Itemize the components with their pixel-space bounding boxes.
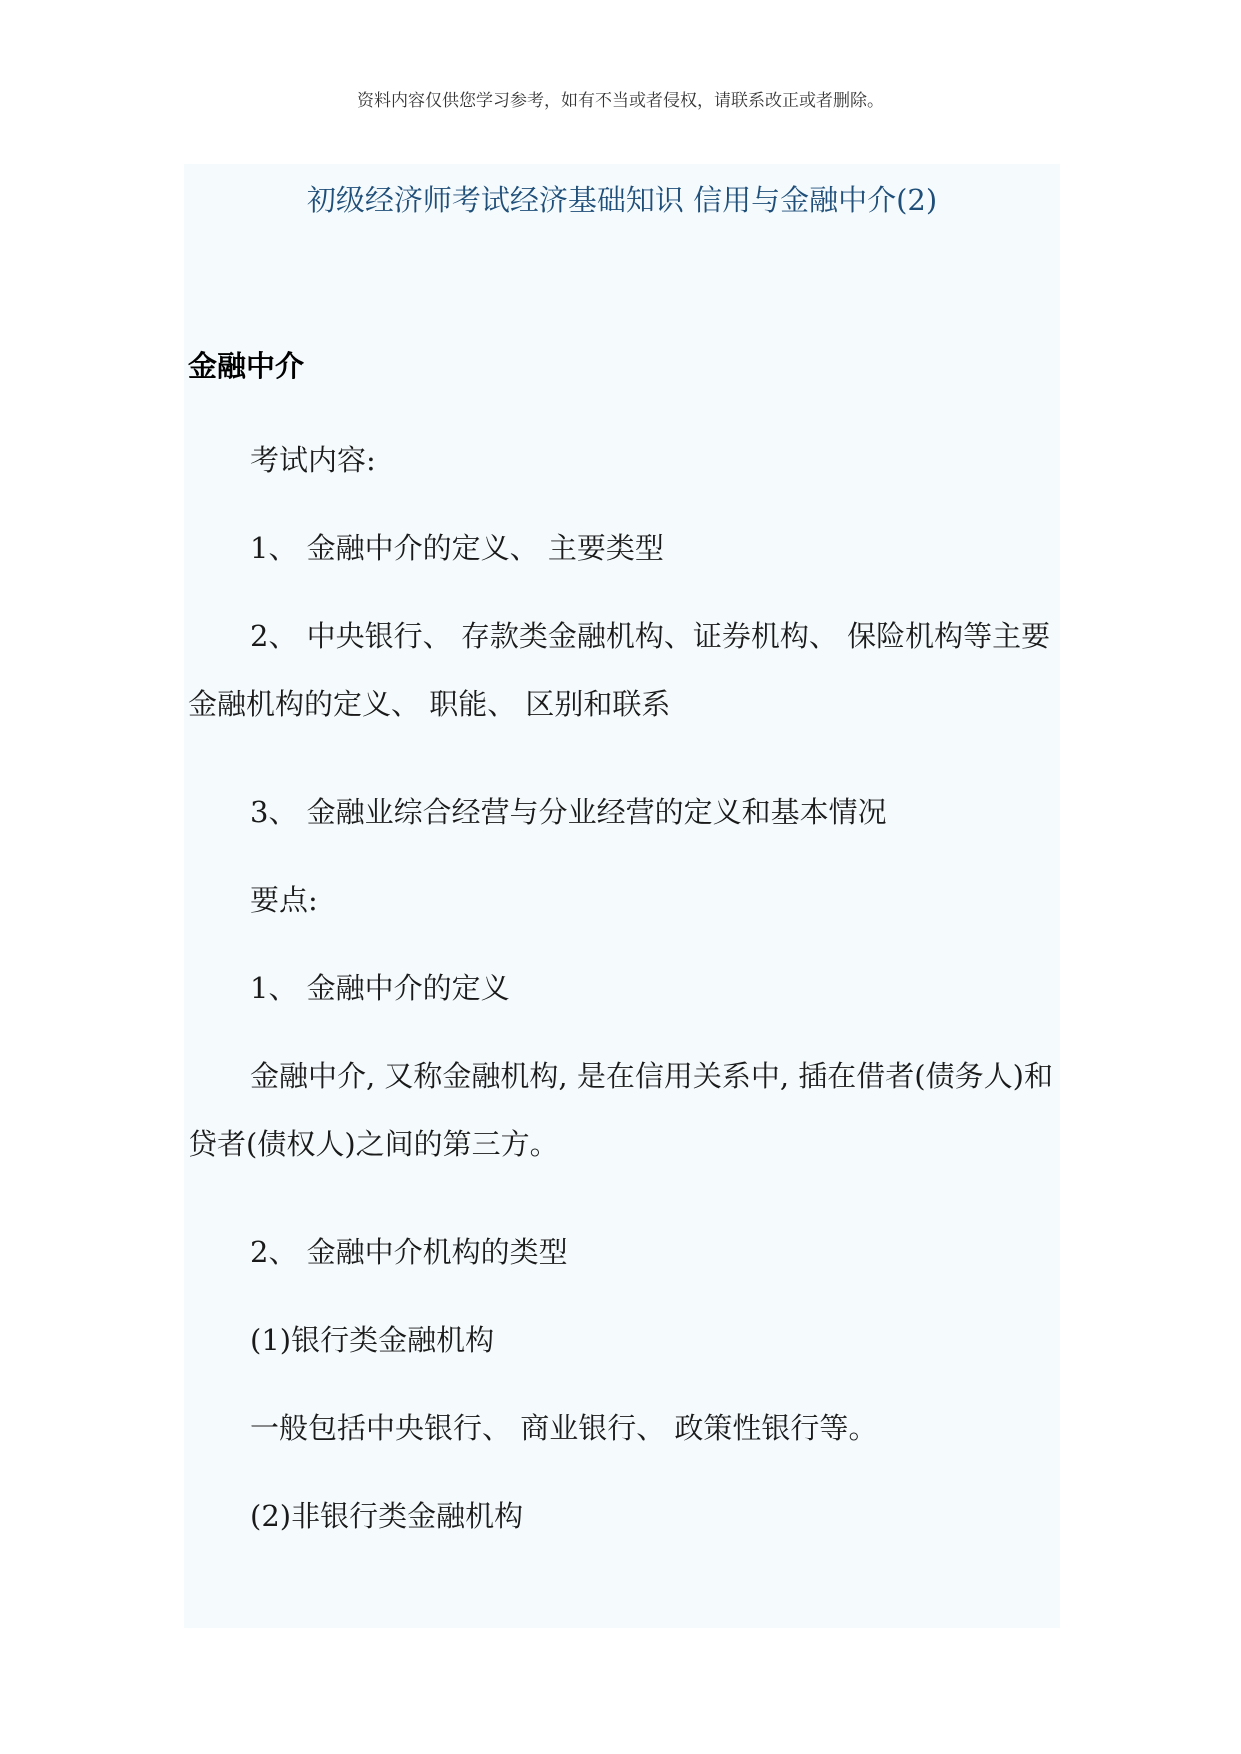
paragraph-point-1: 1、 金融中介的定义	[250, 971, 510, 1005]
disclaimer-text: 资料内容仅供您学习参考，如有不当或者侵权，请联系改正或者删除。	[357, 91, 884, 111]
paragraph-point-2: 2、 金融中介机构的类型	[250, 1235, 568, 1269]
paragraph-item-1: 1、 金融中介的定义、 主要类型	[250, 531, 664, 565]
paragraph-bank-institutions: (1)银行类金融机构	[250, 1323, 495, 1357]
paragraph-key-points: 要点:	[250, 883, 318, 917]
paragraph-item-3: 3、 金融业综合经营与分业经营的定义和基本情况	[250, 795, 887, 829]
paragraph-bank-examples: 一般包括中央银行、 商业银行、 政策性银行等。	[250, 1411, 878, 1445]
document-title: 初级经济师考试经济基础知识 信用与金融中介(2)	[306, 183, 938, 217]
paragraph-nonbank-institutions: (2)非银行类金融机构	[250, 1499, 524, 1533]
section-heading: 金融中介	[188, 349, 305, 383]
paragraph-definition: 金融中介, 又称金融机构, 是在信用关系中, 插在借者(债务人)和贷者(债权人)之间的第三方。	[188, 1059, 1053, 1161]
paragraph-exam-content: 考试内容:	[250, 443, 376, 477]
paragraph-item-2: 2、 中央银行、 存款类金融机构、证券机构、 保险机构等主要金融机构的定义、 职能、 区别和联系	[188, 619, 1051, 721]
